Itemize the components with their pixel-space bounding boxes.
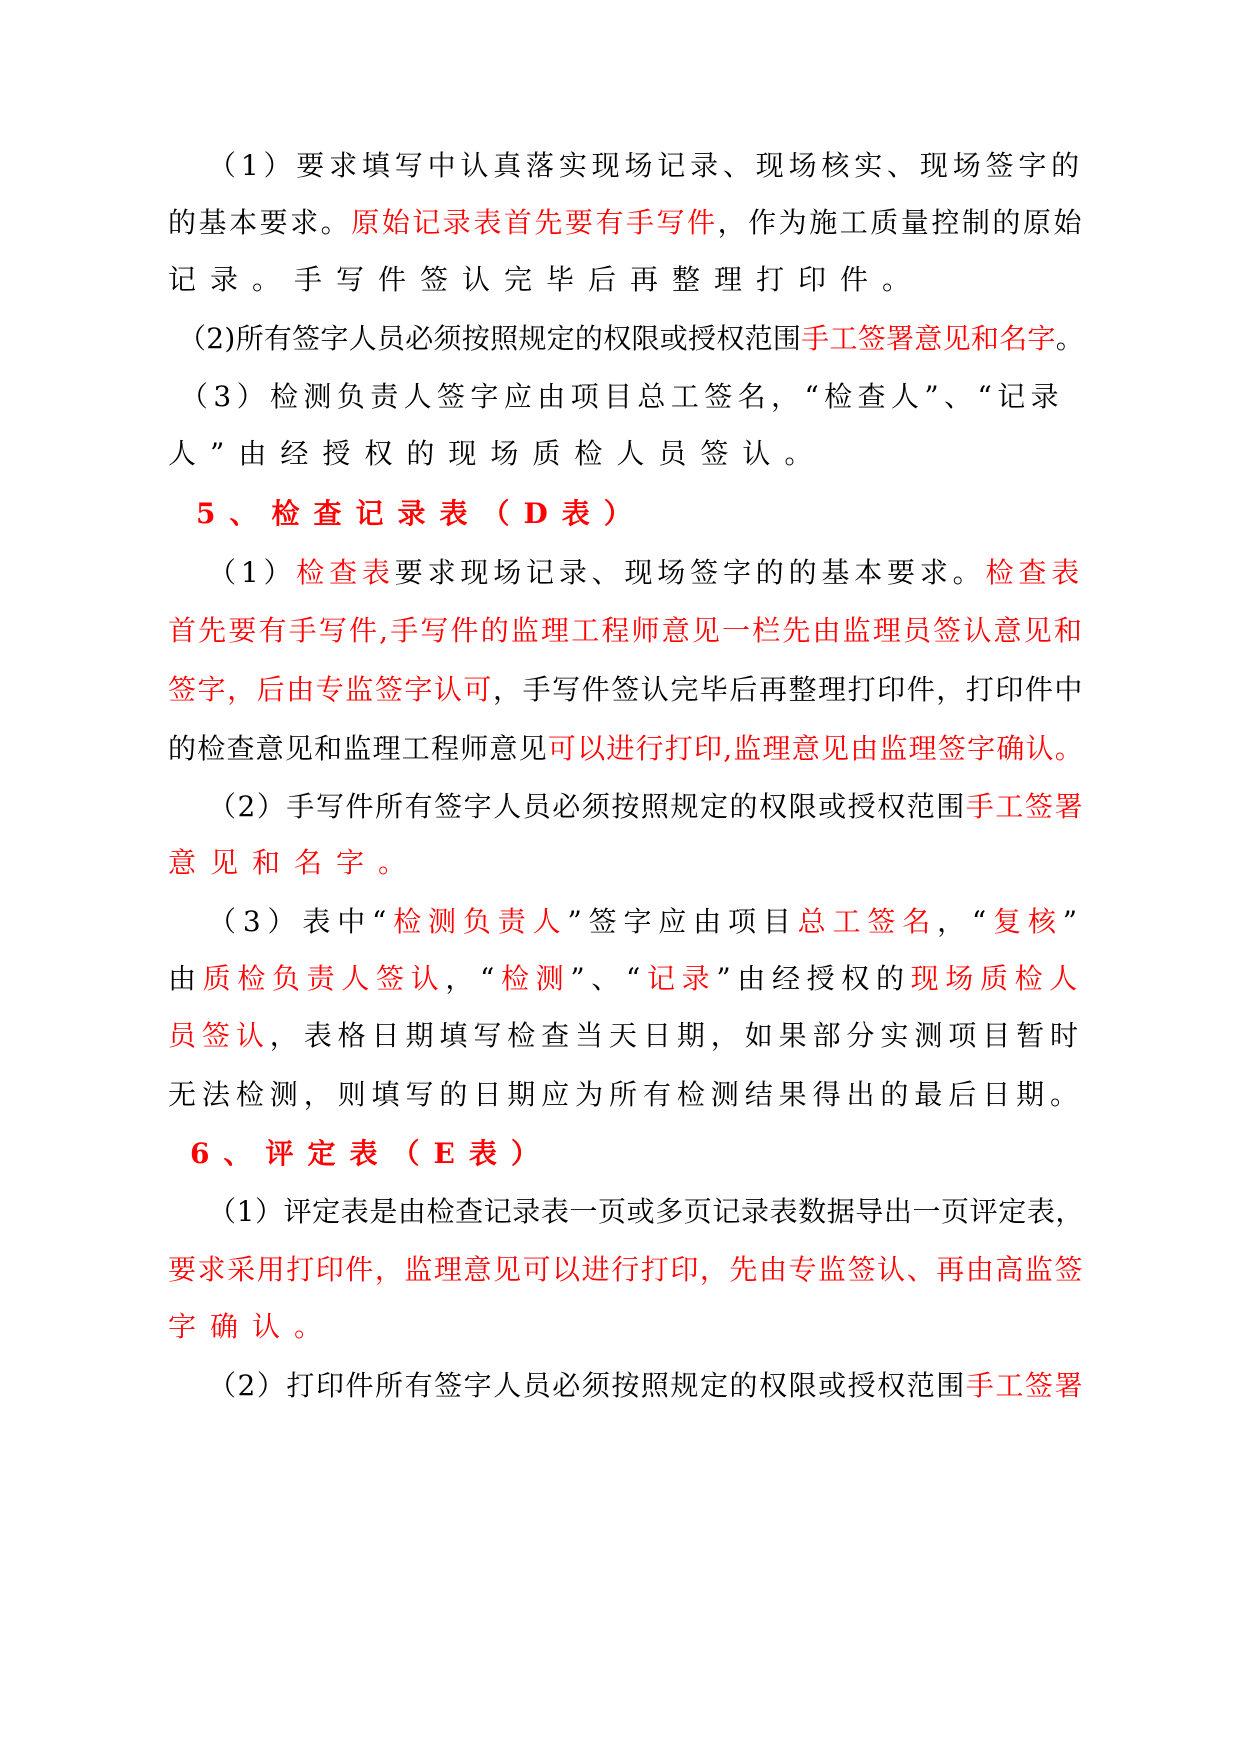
highlighted-text: 要求采用打印件，监理意见可以进行打印，先由专监签认、再由高监签	[168, 1253, 1084, 1286]
paragraph-line	[168, 203, 1084, 243]
paragraph-line	[168, 1075, 1084, 1115]
paragraph-line	[168, 1250, 1084, 1290]
highlighted-text: 原始记录表首先要有手写件	[351, 206, 718, 239]
paragraph-line	[168, 434, 826, 474]
paragraph-line	[168, 611, 1084, 651]
highlighted-text: 复核	[993, 905, 1063, 938]
body-text: （3）检测负责人签字应由项目总工签名，“检查人”、“记录	[180, 380, 1064, 413]
body-text: ，表格日期填写检查当天日期，如果部分实测项目暂时	[269, 1019, 1084, 1052]
highlighted-text: 手工签署意见和名字	[801, 322, 1056, 355]
heading-text: 5、检查记录表（D表）	[196, 497, 646, 530]
paragraph-line	[168, 260, 924, 300]
body-text: ，作为施工质量控制的原始	[717, 206, 1084, 239]
paragraph-line	[208, 146, 1084, 186]
highlighted-text: 检查表	[985, 556, 1084, 589]
body-text: ”、“	[570, 962, 647, 995]
paragraph-line	[208, 1366, 1084, 1406]
body-text: （2）手写件所有签字人员必须按照规定的权限或授权范围	[208, 790, 966, 823]
heading-text: 6、评定表（E表）	[190, 1137, 553, 1170]
highlighted-text: 现场质检人	[910, 962, 1084, 995]
section-heading	[196, 494, 646, 534]
body-text: ，“	[937, 905, 994, 938]
body-text: ”签字应由项目	[567, 905, 798, 938]
paragraph-line	[208, 1192, 1084, 1232]
paragraph-line	[168, 1016, 1084, 1056]
highlighted-text: 检测负责人	[393, 905, 568, 938]
paragraph-line	[168, 843, 420, 883]
highlighted-text: 总工签名	[797, 905, 938, 938]
body-text: （2)所有签字人员必须按照规定的权限或授权范围	[178, 322, 802, 355]
body-text: （1）评定表是由检查记录表一页或多页记录表数据导出一页评定表，	[208, 1195, 1084, 1228]
paragraph-line	[180, 377, 1064, 417]
body-text: ，手写件签认完毕后再整理打印件，打印件中	[493, 673, 1084, 706]
body-text: ，“	[445, 962, 501, 995]
highlighted-text: 可以进行打印,监理意见由监理签字确认。	[547, 732, 1084, 765]
body-text: 的基本要求。	[168, 206, 352, 239]
paragraph-line	[208, 787, 1084, 827]
body-text: （3）表中“	[208, 905, 394, 938]
body-text: ”由经授权的	[716, 962, 911, 995]
body-text: （1）	[208, 556, 297, 589]
body-text: 人”由经授权的现场质检人员签认。	[168, 437, 827, 470]
highlighted-text: 手工签署	[965, 1369, 1084, 1402]
highlighted-text: 记录	[646, 962, 717, 995]
body-text: 要求现场记录、现场签字的的基本要求。	[394, 556, 986, 589]
paragraph-line	[168, 959, 1084, 999]
body-text: 的检查意见和监理工程师意见	[168, 732, 548, 765]
highlighted-text: 签字，后由专监签字认可	[168, 673, 494, 706]
body-text: 由	[168, 962, 203, 995]
body-text: ”	[1062, 905, 1084, 938]
highlighted-text: 检查表	[296, 556, 395, 589]
highlighted-text: 员签认	[168, 1019, 270, 1052]
paragraph-line	[168, 670, 1084, 710]
highlighted-text: 意见和名字。	[168, 846, 421, 879]
section-heading	[190, 1134, 553, 1174]
paragraph-line	[168, 729, 1084, 769]
highlighted-text: 手工签署	[965, 790, 1084, 823]
body-text: （2）打印件所有签字人员必须按照规定的权限或授权范围	[208, 1369, 966, 1402]
body-text: 无法检测，则填写的日期应为所有检测结果得出的最后日期。	[168, 1078, 1084, 1111]
highlighted-text: 质检负责人签认	[202, 962, 446, 995]
body-text: （1）要求填写中认真落实现场记录、现场核实、现场签字的	[208, 149, 1084, 182]
highlighted-text: 检测	[501, 962, 571, 995]
paragraph-line	[168, 1307, 336, 1347]
paragraph-line	[208, 553, 1084, 593]
paragraph-line	[208, 902, 1084, 942]
highlighted-text: 首先要有手写件,手写件的监理工程师意见一栏先由监理员签认意见和	[168, 614, 1084, 647]
highlighted-text: 字确认。	[168, 1310, 337, 1343]
body-text: 。	[1055, 322, 1084, 355]
paragraph-line	[178, 319, 1084, 359]
body-text: 记录。手写件签认完毕后再整理打印件。	[168, 263, 925, 296]
